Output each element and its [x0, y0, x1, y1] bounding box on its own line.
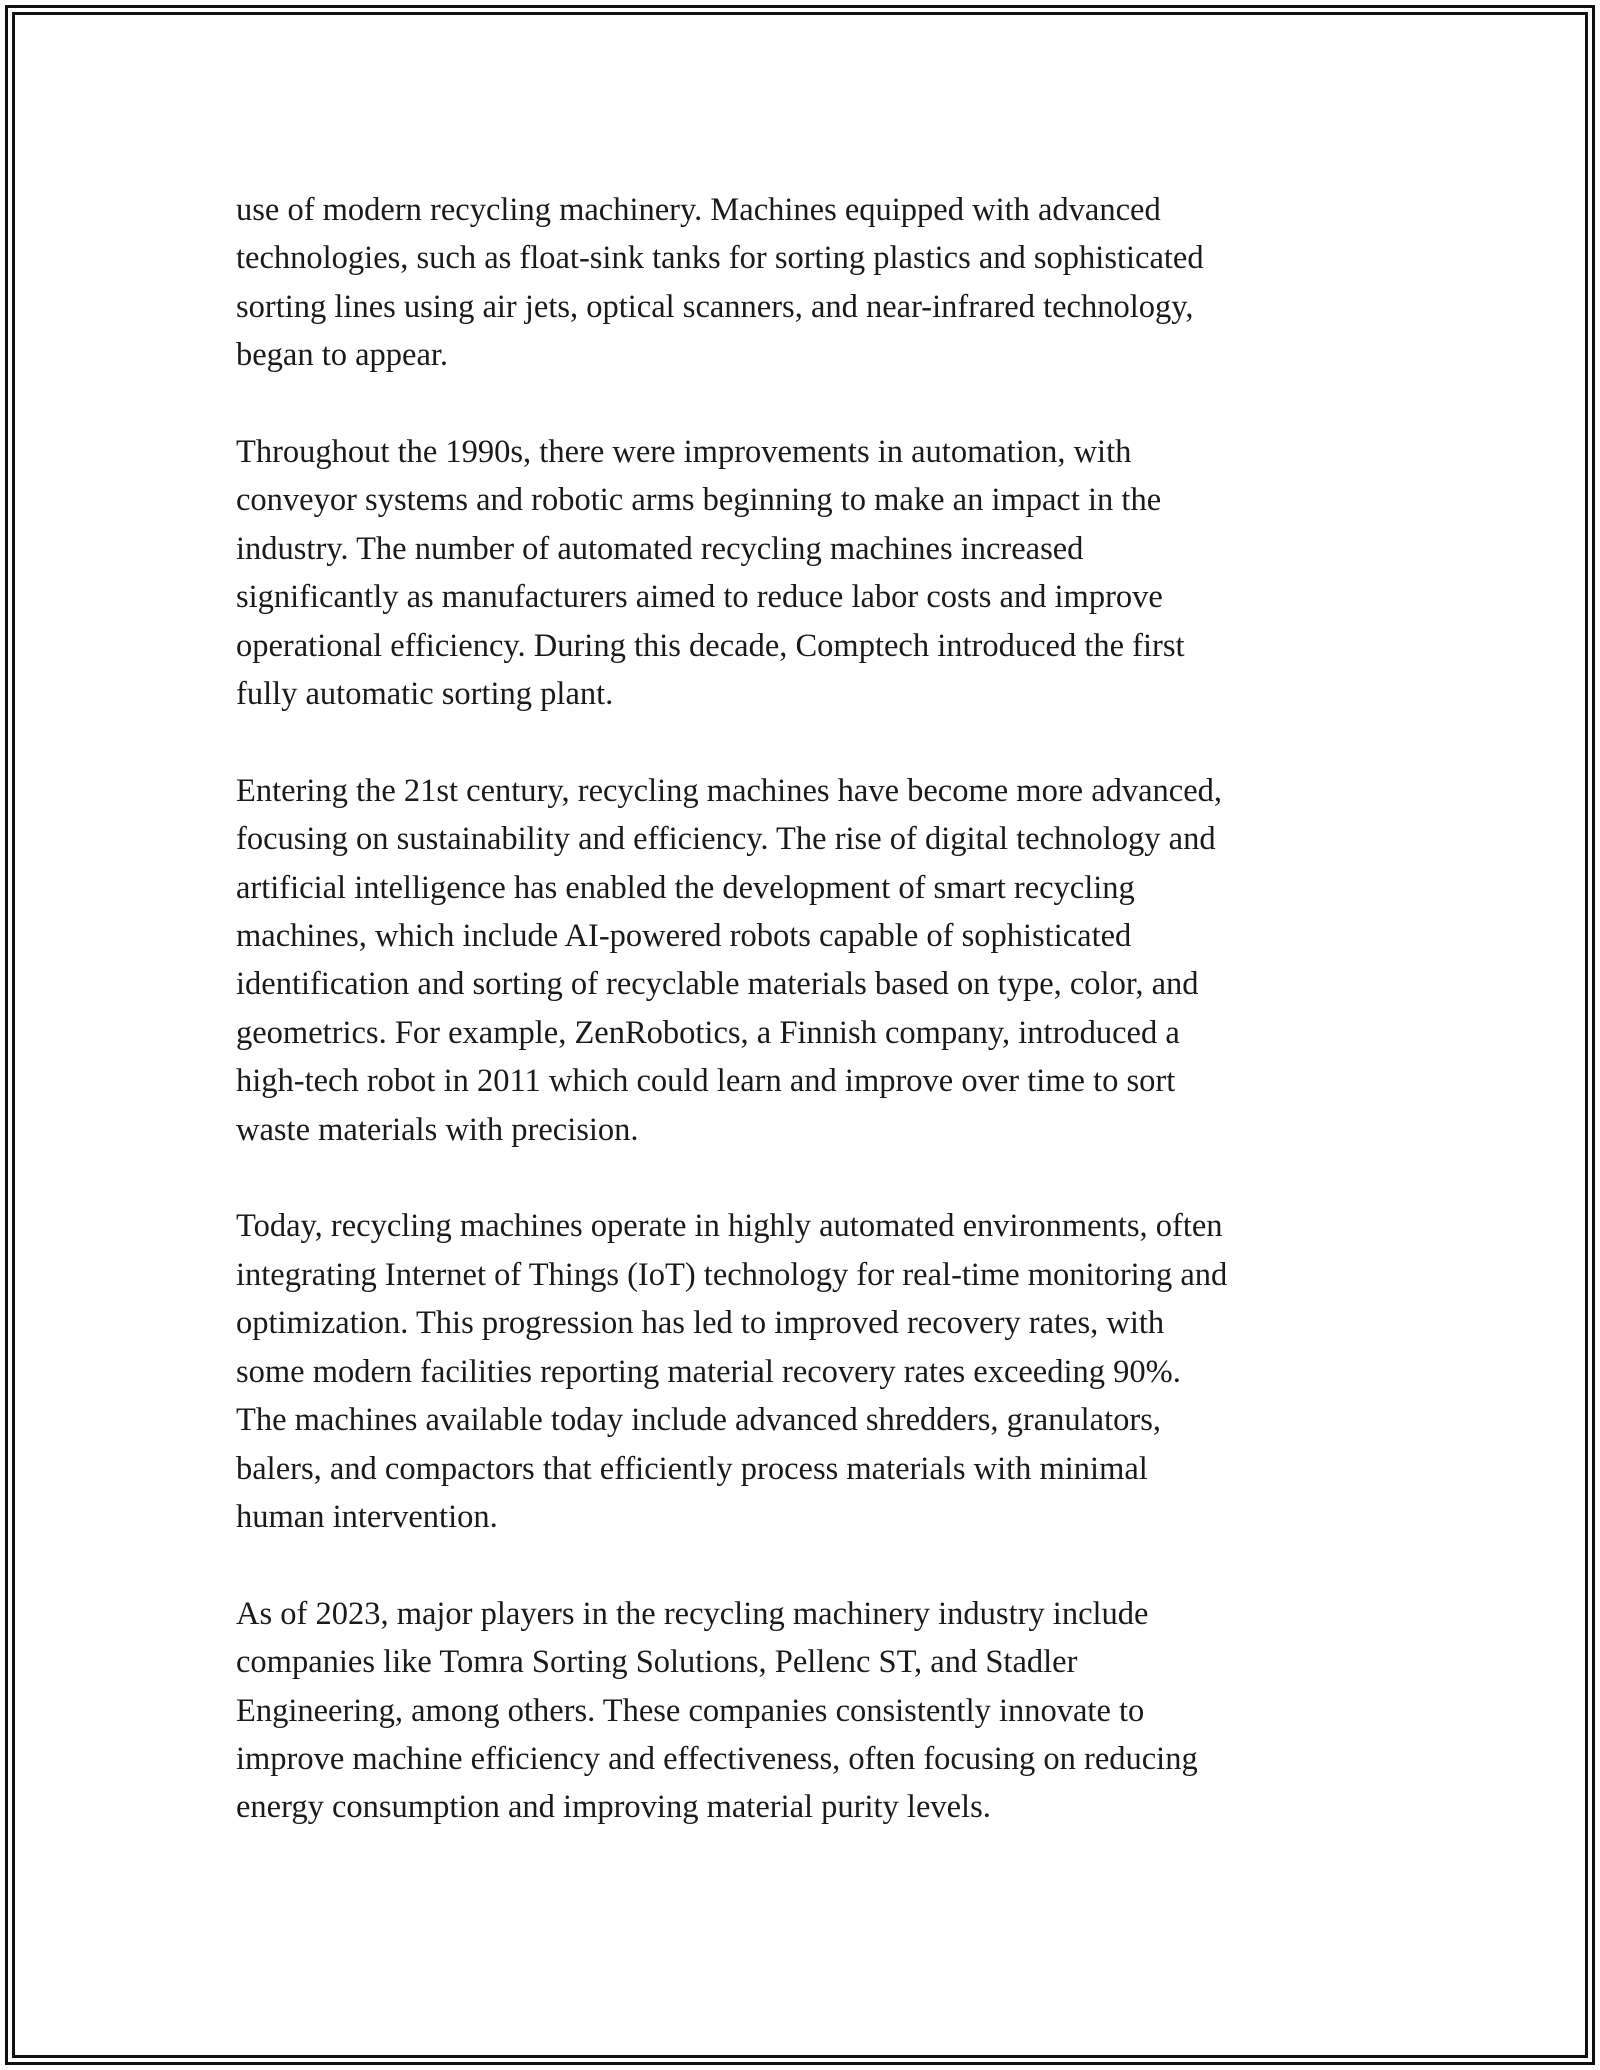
paragraph-4: Today, recycling machines operate in highly automated environments, often integrating Internet of Things (IoT) technology for real-time monitoring and optimization. This progression has led to improved recovery rates, with some modern facilities reporting material recovery rates exceeding 90%. The machines available today include advanced shredders, granulators, balers, and compactors that efficiently process materials with minimal human intervention.: [236, 1208, 1228, 1535]
paragraph-1: use of modern recycling machinery. Machines equipped with advanced technologies, such as float-sink tanks for sorting plastics and sophisticated sorting lines using air jets, optical scanners, and near-infrared technology, began to appear.: [236, 192, 1204, 374]
paragraph-2: Throughout the 1990s, there were improvements in automation, with conveyor systems and robotic arms beginning to make an impact in the industry. The number of automated recycling machines increased significantly as manufacturers aimed to reduce labor costs and improve operational efficiency. During this decade, Comptech introduced the first fully automatic sorting plant.: [236, 434, 1185, 713]
document-body: [236, 186, 1376, 1880]
paragraph-3: Entering the 21st century, recycling machines have become more advanced, focusing on sustainability and efficiency. The rise of digital technology and artificial intelligence has enabled the development of smart recycling machines, which include AI-powered robots capable of sophisticated identification and sorting of recyclable materials based on type, color, and geometrics. For example, ZenRobotics, a Finnish company, introduced a high-tech robot in 2011 which could learn and improve over time to sort waste materials with precision.: [236, 772, 1223, 1148]
paragraph-5: As of 2023, major players in the recycling machinery industry include companies like Tomra Sorting Solutions, Pellenc ST, and Stadler Engineering, among others. These companies consistently innovate to improve machine efficiency and effectiveness, often focusing on reducing energy consumption and improving material purity levels.: [236, 1595, 1198, 1826]
